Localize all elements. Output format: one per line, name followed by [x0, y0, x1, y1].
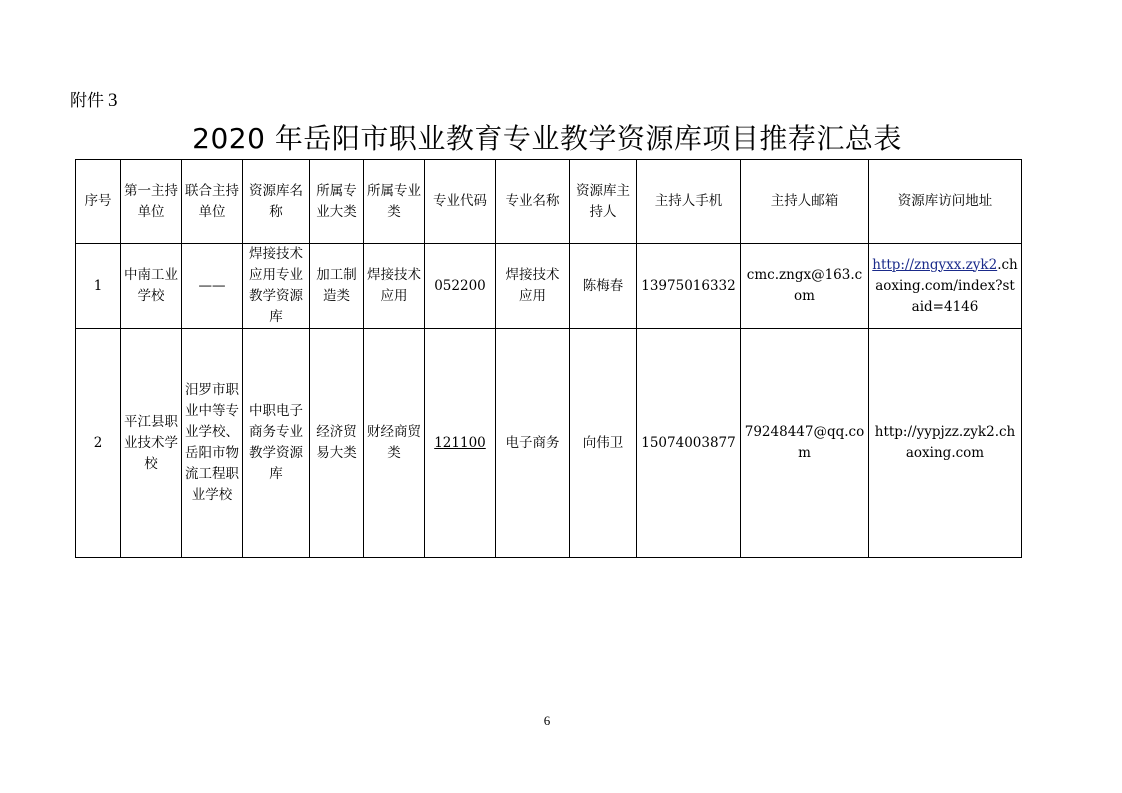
phone-cell: 15074003877 — [637, 329, 741, 558]
major-class-cell: 焊接技术应用 — [364, 244, 425, 329]
library-url-rest: .chaoxing.com/index?staid=4146 — [875, 256, 1018, 315]
attachment-label — [70, 86, 118, 112]
table-row — [76, 244, 1022, 329]
column-header: 主持人手机 — [637, 160, 741, 244]
column-header: 主持人邮箱 — [741, 160, 869, 244]
major-category-cell: 加工制造类 — [310, 244, 364, 329]
library-name-cell: 中职电子商务专业教学资源库 — [243, 329, 310, 558]
url-cell: http://yypjzz.zyk2.chaoxing.com — [869, 329, 1022, 558]
phone-cell: 13975016332 — [637, 244, 741, 329]
column-header: 序号 — [76, 160, 121, 244]
column-header: 所属专业大类 — [310, 160, 364, 244]
table-row — [76, 329, 1022, 558]
lead-unit-cell: 中南工业学校 — [121, 244, 182, 329]
library-url-link[interactable]: http://zngyxx.zyk2 — [872, 256, 998, 273]
page-number: 6 — [543, 713, 551, 728]
email-cell: 79248447@qq.com — [741, 329, 869, 558]
joint-units-cell: —— — [182, 244, 243, 329]
column-header: 资源库名称 — [243, 160, 310, 244]
column-header: 专业代码 — [425, 160, 496, 244]
joint-units-cell: 汨罗市职业中等专业学校、岳阳市物流工程职业学校 — [182, 329, 243, 558]
host-cell: 向伟卫 — [570, 329, 637, 558]
major-name-cell: 电子商务 — [496, 329, 570, 558]
major-name-cell: 焊接技术应用 — [496, 244, 570, 329]
host-cell: 陈梅春 — [570, 244, 637, 329]
major-class-cell: 财经商贸类 — [364, 329, 425, 558]
lead-unit-cell: 平江县职业技术学校 — [121, 329, 182, 558]
column-header: 联合主持单位 — [182, 160, 243, 244]
major-code-text: 121100 — [434, 434, 486, 451]
document-title: 2020 年岳阳市职业教育专业教学资源库项目推荐汇总表 — [192, 122, 902, 155]
major-code-cell — [425, 329, 496, 558]
url-cell — [869, 244, 1022, 329]
library-name-cell: 焊接技术应用专业教学资源库 — [243, 244, 310, 329]
row-index: 2 — [76, 329, 121, 558]
column-header: 第一主持单位 — [121, 160, 182, 244]
row-index: 1 — [76, 244, 121, 329]
major-code-cell: 052200 — [425, 244, 496, 329]
column-header: 所属专业类 — [364, 160, 425, 244]
summary-table — [75, 159, 1022, 558]
table-header-row — [76, 160, 1022, 244]
attachment-label-text: 附件 — [70, 91, 104, 111]
column-header: 资源库访问地址 — [869, 160, 1022, 244]
major-category-cell: 经济贸易大类 — [310, 329, 364, 558]
column-header: 专业名称 — [496, 160, 570, 244]
column-header: 资源库主持人 — [570, 160, 637, 244]
attachment-number: 3 — [108, 90, 118, 111]
email-cell: cmc.zngx@163.com — [741, 244, 869, 329]
